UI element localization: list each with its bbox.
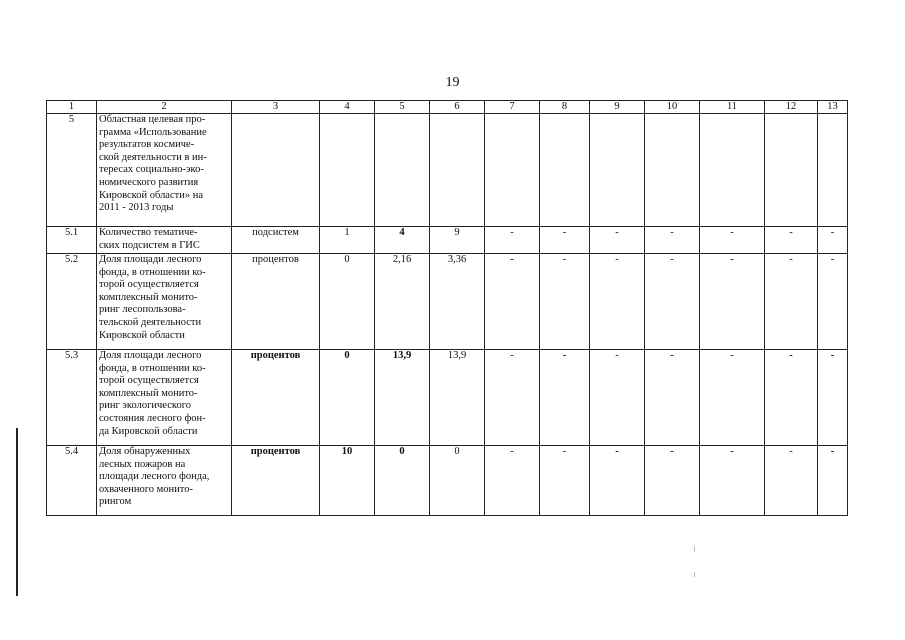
name-line: рингом <box>99 496 132 508</box>
indicators-table <box>46 100 848 516</box>
value-cell: - <box>818 254 848 350</box>
name-line: номического развития <box>99 176 199 188</box>
table-row <box>47 446 848 516</box>
value-cell: - <box>645 254 700 350</box>
row-number: 5 <box>47 114 97 227</box>
name-line: комплексный монито- <box>99 291 198 303</box>
value-cell: 1 <box>320 227 375 254</box>
value-cell: - <box>818 227 848 254</box>
value-cell: 13,9 <box>430 350 485 446</box>
value-cell <box>590 114 645 227</box>
value-cell: - <box>590 446 645 516</box>
name-line: торой осуществляется <box>99 279 199 291</box>
value-cell: 10 <box>320 446 375 516</box>
name-line: Кировской области» на <box>99 189 203 201</box>
name-line: комплексный монито- <box>99 387 198 399</box>
indicator-name <box>97 227 232 254</box>
table-row <box>47 350 848 446</box>
column-header: 6 <box>430 101 485 114</box>
value-cell: - <box>765 350 818 446</box>
value-cell: 0 <box>430 446 485 516</box>
name-line: ринг лесопользова- <box>99 304 186 316</box>
value-cell: - <box>590 227 645 254</box>
table-row <box>47 227 848 254</box>
name-line: результатов космиче- <box>99 139 195 151</box>
name-line: ской деятельности в ин- <box>99 151 207 163</box>
value-cell <box>765 114 818 227</box>
value-cell <box>700 114 765 227</box>
value-cell <box>320 114 375 227</box>
value-cell: - <box>485 254 540 350</box>
value-cell: - <box>765 227 818 254</box>
value-cell: - <box>700 350 765 446</box>
value-cell: - <box>485 350 540 446</box>
value-cell: 0 <box>320 254 375 350</box>
indicator-name <box>97 446 232 516</box>
value-cell: - <box>818 446 848 516</box>
column-header: 8 <box>540 101 590 114</box>
value-cell: - <box>645 350 700 446</box>
value-cell: - <box>590 350 645 446</box>
name-line: грамма «Использование <box>99 126 207 138</box>
name-line: Областная целевая про- <box>99 114 206 125</box>
row-number: 5.4 <box>47 446 97 516</box>
page-number: 19 <box>445 75 460 90</box>
column-header: 5 <box>375 101 430 114</box>
value-cell <box>540 114 590 227</box>
column-header: 12 <box>765 101 818 114</box>
value-cell: - <box>700 446 765 516</box>
value-cell: - <box>765 446 818 516</box>
column-header: 2 <box>97 101 232 114</box>
value-cell <box>430 114 485 227</box>
value-cell: - <box>700 227 765 254</box>
name-line: Кировской области <box>99 329 185 341</box>
column-header: 11 <box>700 101 765 114</box>
name-line: Доля площади лесного <box>99 254 202 265</box>
value-cell <box>375 114 430 227</box>
indicator-name <box>97 350 232 446</box>
name-line: Доля обнаруженных <box>99 446 191 457</box>
scan-speck <box>694 546 695 552</box>
name-line: 2011 - 2013 годы <box>99 202 174 214</box>
indicator-name <box>97 114 232 227</box>
name-line: Количество тематиче- <box>99 227 198 238</box>
value-cell <box>818 114 848 227</box>
unit-cell: процентов <box>232 350 320 446</box>
name-line: охваченного монито- <box>99 483 193 495</box>
name-line: торой осуществляется <box>99 375 199 387</box>
value-cell: 13,9 <box>375 350 430 446</box>
unit-cell: подсистем <box>232 227 320 254</box>
name-line: да Кировской области <box>99 425 198 437</box>
value-cell: - <box>818 350 848 446</box>
name-line: ринг экологического <box>99 400 191 412</box>
indicator-name <box>97 254 232 350</box>
unit-cell: процентов <box>232 446 320 516</box>
column-header: 7 <box>485 101 540 114</box>
name-line: состояния лесного фон- <box>99 412 206 424</box>
name-line: лесных пожаров на <box>99 458 186 470</box>
value-cell: - <box>540 350 590 446</box>
row-number: 5.3 <box>47 350 97 446</box>
value-cell: - <box>540 254 590 350</box>
value-cell: - <box>485 227 540 254</box>
scan-margin-line <box>16 428 18 596</box>
name-line: тельской деятельности <box>99 316 202 328</box>
value-cell <box>645 114 700 227</box>
value-cell: - <box>645 227 700 254</box>
column-header: 13 <box>818 101 848 114</box>
column-header: 3 <box>232 101 320 114</box>
column-header: 9 <box>590 101 645 114</box>
value-cell: - <box>590 254 645 350</box>
value-cell: 2,16 <box>375 254 430 350</box>
name-line: Доля площади лесного <box>99 350 202 361</box>
column-header: 1 <box>47 101 97 114</box>
value-cell: 0 <box>375 446 430 516</box>
unit-cell: процентов <box>232 254 320 350</box>
column-header: 4 <box>320 101 375 114</box>
value-cell: - <box>765 254 818 350</box>
name-line: площади лесного фонда, <box>99 471 210 483</box>
value-cell: - <box>700 254 765 350</box>
table-row <box>47 114 848 227</box>
name-line: ских подсистем в ГИС <box>99 239 200 251</box>
table-header-row <box>47 101 848 114</box>
name-line: фонда, в отношении ко- <box>99 362 206 374</box>
name-line: тересах социально-эко- <box>99 164 204 176</box>
value-cell: 0 <box>320 350 375 446</box>
value-cell <box>485 114 540 227</box>
column-header: 10 <box>645 101 700 114</box>
row-number: 5.1 <box>47 227 97 254</box>
value-cell: 3,36 <box>430 254 485 350</box>
value-cell: 9 <box>430 227 485 254</box>
table-row <box>47 254 848 350</box>
scan-speck <box>694 572 695 577</box>
row-number: 5.2 <box>47 254 97 350</box>
value-cell: 4 <box>375 227 430 254</box>
unit-cell <box>232 114 320 227</box>
value-cell: - <box>540 446 590 516</box>
name-line: фонда, в отношении ко- <box>99 266 206 278</box>
value-cell: - <box>485 446 540 516</box>
value-cell: - <box>645 446 700 516</box>
value-cell: - <box>540 227 590 254</box>
